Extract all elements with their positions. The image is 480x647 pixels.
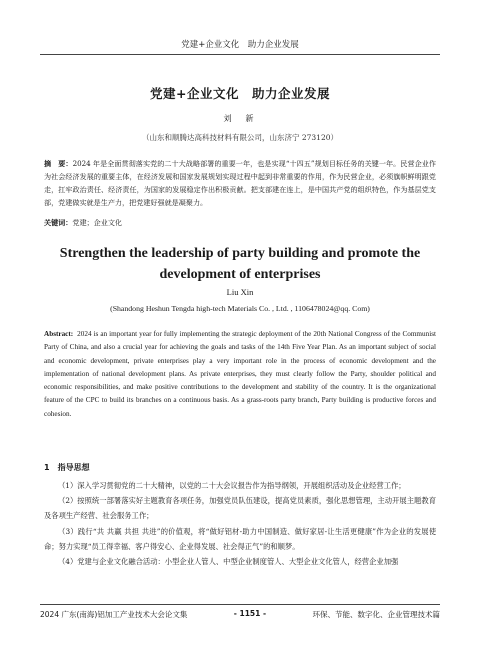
chinese-keywords-text: 党建；企业文化 (72, 218, 123, 227)
chinese-keywords-label: 关键词： (44, 218, 73, 227)
footer-proceedings: 2024 广东(南海)铝加工产业技术大会论文集 (40, 610, 188, 619)
chinese-author: 刘 新 (223, 114, 257, 123)
english-author: Liu Xin (226, 287, 254, 297)
chinese-keywords (44, 218, 436, 228)
list-item: （3）践行“共 共赢 共担 共进”的价值观，将“做好铝材-助力中国制造、做好家居-让生活更健康”作为企业的发展使命；努力实现“员工得幸福、客户得安心、企业得发展、社会得正气”的和顺梦。 (44, 526, 436, 551)
section-heading: 1 指导思想 (44, 463, 90, 472)
page-number: - 1151 - (233, 609, 267, 618)
chinese-title: 党建+企业文化 助力企业发展 (150, 86, 330, 101)
footer-section: 环保、节能、数字化、企业管理技术篇 (312, 610, 440, 619)
english-abstract (44, 328, 436, 421)
section-body (44, 478, 436, 569)
english-abstract-label: Abstract: (44, 330, 74, 338)
list-item: （1）深入学习贯彻党的二十大精神，以党的二十大会议报告作为指导纲领，开展组织活动及企业经营工作； (58, 481, 406, 490)
english-abstract-text: 2024 is an important year for fully implementing the strategic deployment of the 20th National Congress of the Communist Party of China, and also a crucial year for achieving the goals and tasks of the 14th Five Year Plan. As an important subject of social and economic development, private enterprises play a very important role in the process of economic development and the implementation of national development plans. As private enterprises, they must clearly follow the Party, shoulder political and economic responsibilities, and make positive contributions to the development and stability of the country. It is the organizational feature of the CPC to build its branches on a continuous basis. As a grass-roots party branch, Party building is productive forces and cohesion. (44, 330, 436, 418)
chinese-abstract-text: 2024 年是全面贯彻落实党的二十大战略部署的重要一年，也是实现“十四五”规划目标任务的关键一年。民营企业作为社会经济发展的重要主体，在经济发展和国家发展规划实现过程中起到非常重要的作用，作为民营企业，必须旗帜鲜明跟党走，扛牢政治责任、经济责任，为国家的发展稳定作出积极贡献。把支部建在连上，是中国共产党的组织特色，作为基层党支部，党建做实就是生产力，把党建好强就是凝聚力。 (44, 159, 436, 207)
chinese-abstract-label: 摘 要： (44, 159, 73, 168)
list-item: （2）按照统一部署落实好主题教育各项任务，加强党员队伍建设，提高党员素质，强化思想管理，主动开展主题教育及各项生产经营、社会服务工作； (44, 496, 436, 521)
list-item: （4）党建与企业文化融合活动：小型企业人管人、中型企业制度管人、大型企业文化管人，经营企业加强 (58, 557, 399, 567)
running-header: 党建+企业文化 助力企业发展 (40, 38, 440, 55)
chinese-affiliation: （山东和顺腾达高科技材料有限公司，山东济宁 273120） (141, 133, 338, 142)
chinese-abstract (44, 157, 436, 209)
english-title: Strengthen the leadership of party building and promote the development of enterprises (59, 246, 421, 282)
running-footer (40, 604, 440, 620)
english-affiliation: (Shandong Heshun Tengda high-tech Materials Co. , Ltd. , 1106478024@qq. Com) (110, 304, 370, 313)
